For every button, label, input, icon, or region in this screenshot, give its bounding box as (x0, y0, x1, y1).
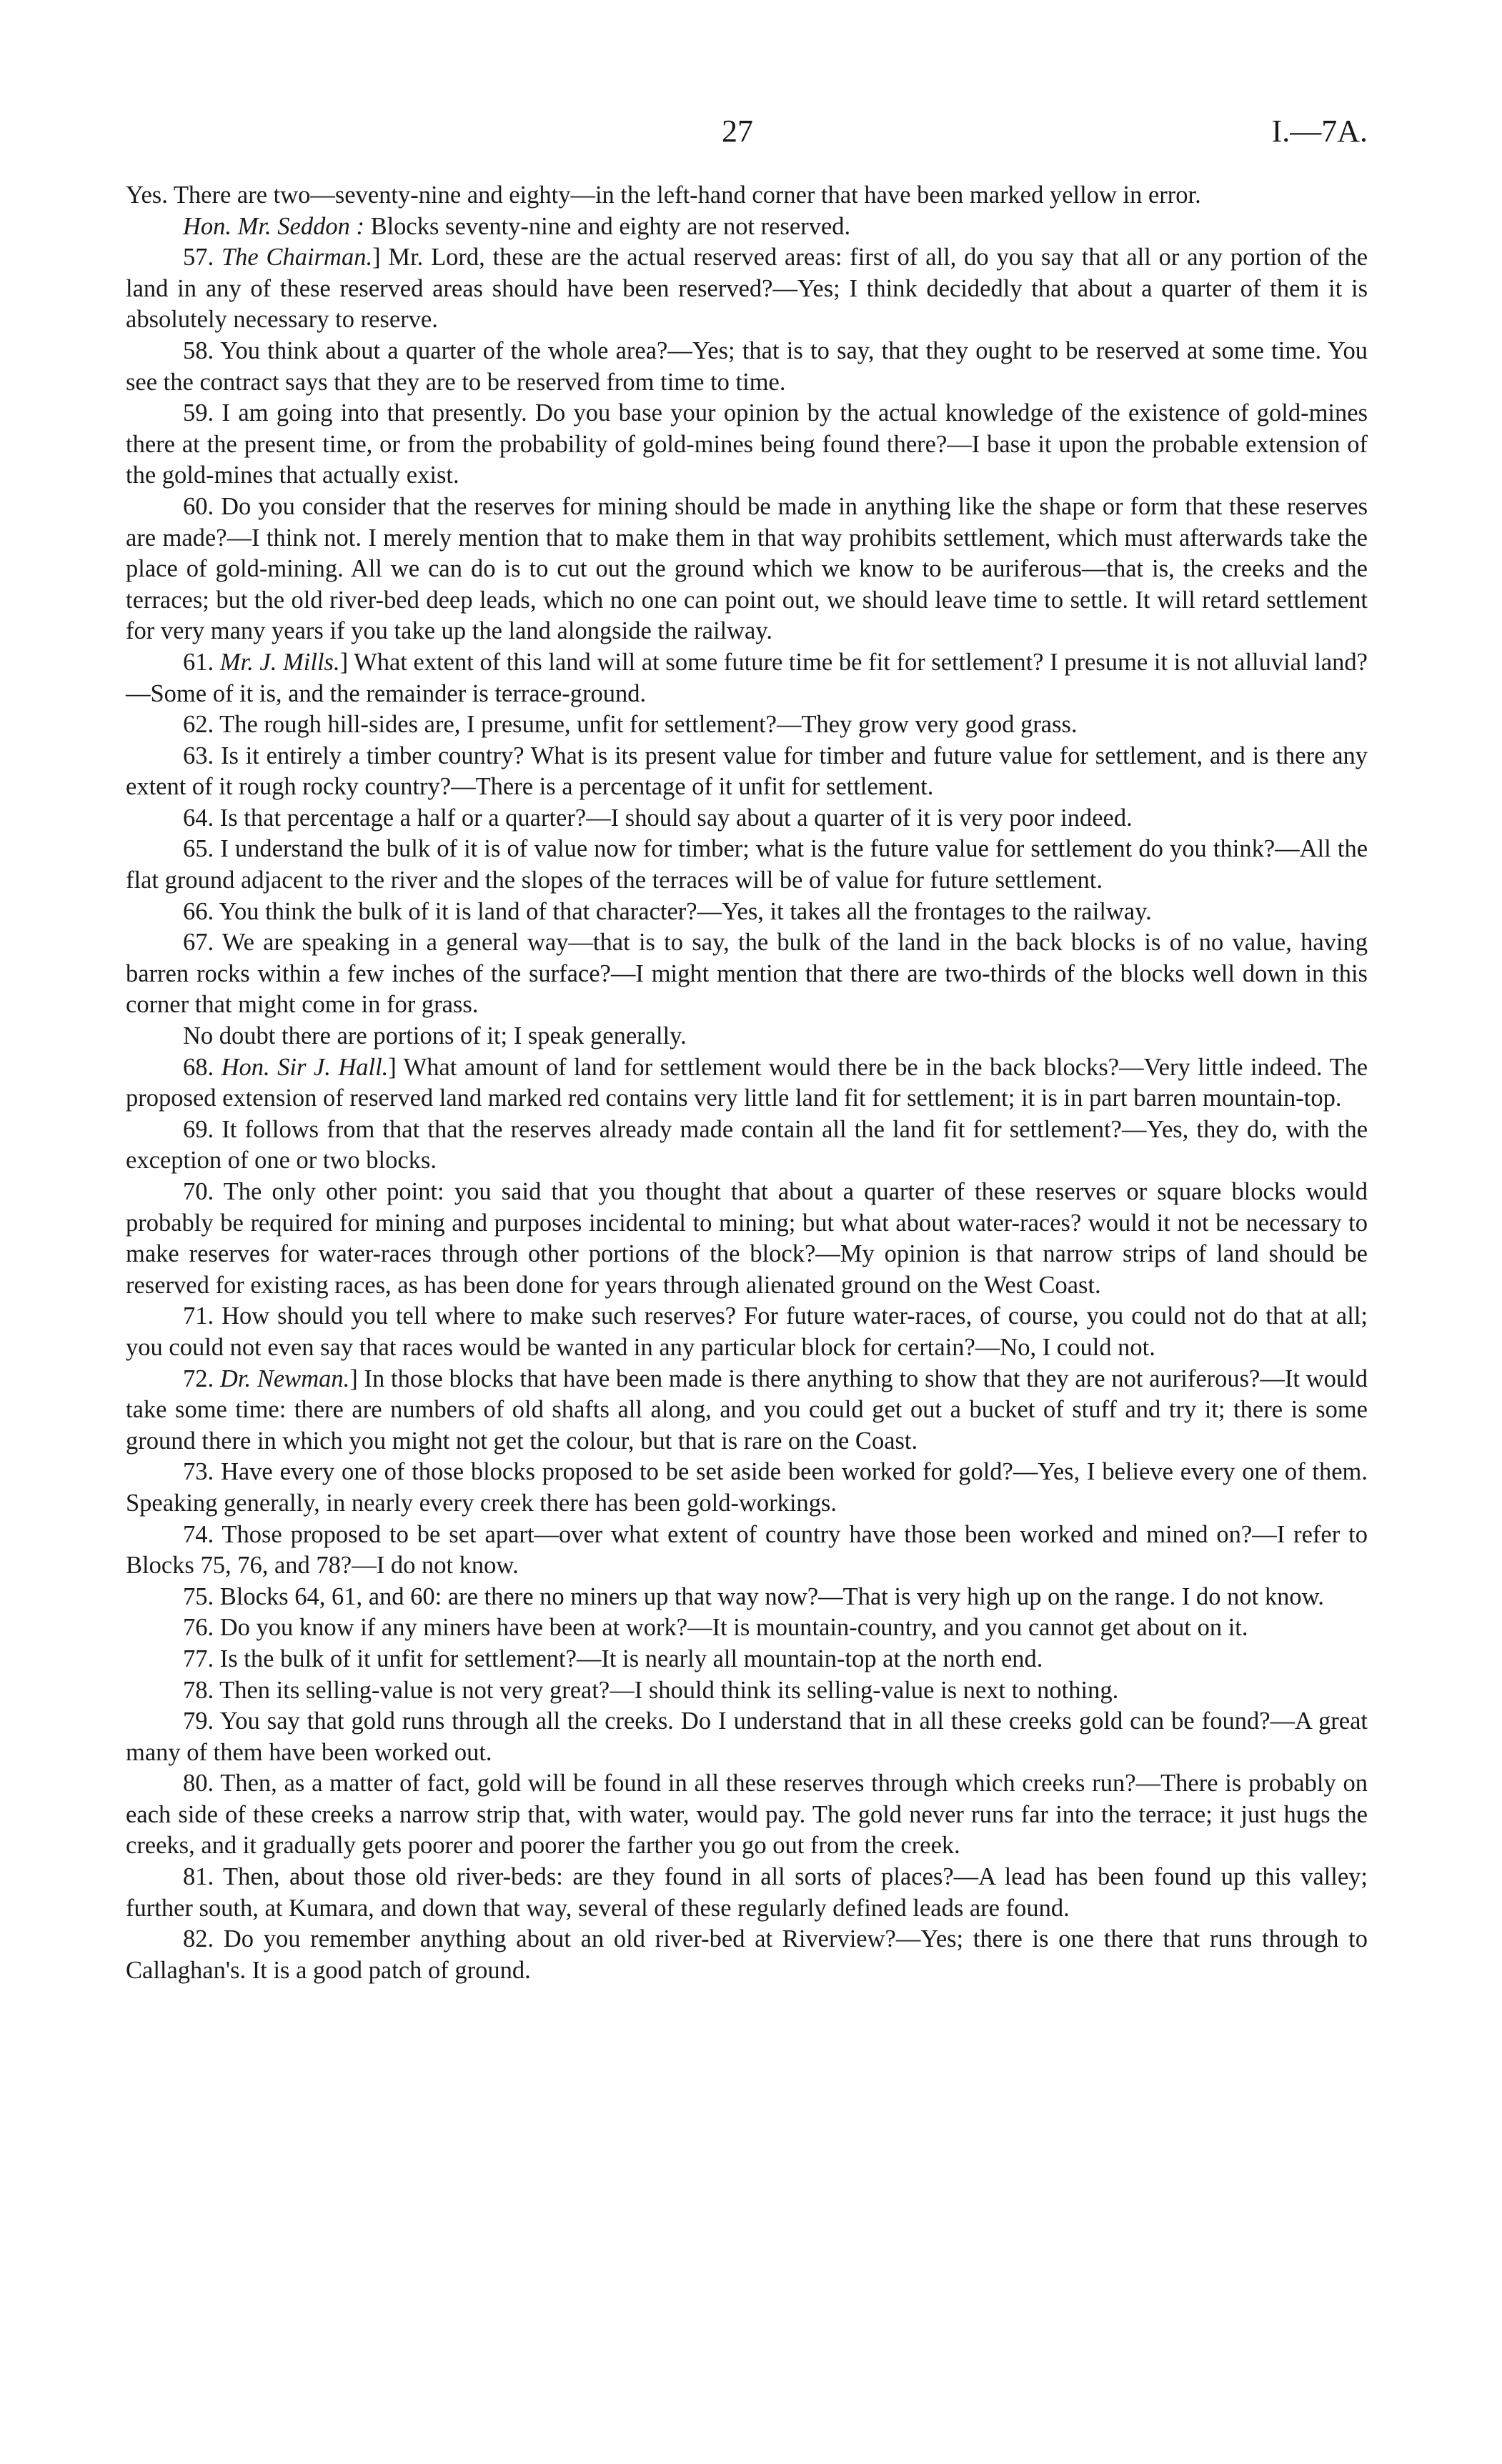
paragraph (126, 1706, 1368, 1768)
question-number: 81. (183, 1863, 224, 1891)
question-number: 79. (183, 1707, 220, 1735)
question-number: 60. (183, 492, 222, 520)
question-number: 73. (183, 1458, 221, 1486)
speaker-name: Dr. Newman. (219, 1365, 350, 1392)
question-number: 75. (183, 1582, 220, 1610)
testimony-body (126, 180, 1368, 1986)
paragraph-text: The only other point: you said that you thought that about a quarter of these reserves or square blocks would probably be required for mining and purposes incidental to mining; but what about water-races? would it not be necessary to make reserves for water-races through other portions of the block?—My opinion is that narrow strips of land should be reserved for existing races, as has been done for years through alienated ground on the West Coast. (126, 1178, 1368, 1299)
paragraph (126, 709, 1368, 741)
question-number: 71. (183, 1302, 222, 1330)
paragraph (126, 1114, 1368, 1177)
paragraph (126, 1582, 1368, 1613)
paragraph (126, 1862, 1368, 1924)
question-number: 58. (183, 336, 221, 364)
paragraph (126, 1924, 1368, 1986)
paragraph-text: Is that percentage a half or a quarter?—I should say about a quarter of it is very poor indeed. (219, 804, 1133, 832)
paragraph (126, 897, 1368, 928)
paragraph (126, 1364, 1368, 1457)
paragraph-text: We are speaking in a general way—that is to say, the bulk of the land in the back blocks is of no value, having barren rocks within a few inches of the surface?—I might mention that there are two-thirds of the blocks well down in this corner that might come in for grass. (126, 929, 1368, 1019)
paragraph (126, 927, 1368, 1021)
paragraph (126, 180, 1368, 211)
paragraph-text: Is it entirely a timber country? What is its present value for timber and future value for settlement, and is there any extent of it rough rocky country?—There is a percentage of it unfit for settlement. (126, 742, 1368, 801)
question-number: 57. (183, 244, 222, 271)
question-number: 76. (183, 1614, 220, 1642)
paragraph (126, 647, 1368, 709)
document-reference: I.—7A. (1271, 114, 1368, 149)
paragraph-text: Then, about those old river-beds: are they found in all sorts of places?—A lead has been found up this valley; further south, at Kumara, and down that way, several of these regularly defined leads are found. (126, 1863, 1368, 1922)
question-number: 63. (183, 742, 221, 769)
question-number: 66. (183, 897, 219, 925)
paragraph (126, 211, 1368, 243)
paragraph-text: Blocks seventy-nine and eighty are not reserved. (364, 212, 851, 240)
paragraph (126, 1301, 1368, 1363)
paragraph-text: Blocks 64, 61, and 60: are there no miners up that way now?—That is very high up on the range. I do not know. (219, 1582, 1324, 1610)
paragraph-text: Have every one of those blocks proposed to be set aside been worked for gold?—Yes, I believe every one of them. Speaking generally, in nearly every creek there has been gold-workings. (126, 1458, 1368, 1517)
paragraph (126, 1675, 1368, 1707)
paragraph (126, 1052, 1368, 1114)
paragraph (126, 741, 1368, 803)
paragraph-text: ] Mr. Lord, these are the actual reserved areas: first of all, do you say that all or any portion of the land in any of these reserved areas should have been reserved?—Yes; I think decidedly that about a quarter of them it is absolutely necessary to reserve. (126, 244, 1368, 334)
question-number: 78. (183, 1676, 220, 1704)
paragraph (126, 1177, 1368, 1301)
paragraph (126, 242, 1368, 336)
paragraph-text: ] In those blocks that have been made is there anything to show that they are not auriferous?—It would take some time: there are numbers of old shafts all along, and you could get out a bucket of stuff and try it; there is some ground there in which you might not get the colour, but that is rare on the Coast. (126, 1365, 1368, 1455)
paragraph (126, 1457, 1368, 1519)
speaker-name: Mr. J. Mills. (219, 648, 340, 676)
question-number: 82. (183, 1925, 224, 1953)
paragraph-text: You think about a quarter of the whole area?—Yes; that is to say, that they ought to be reserved at some time. You see the contract says that they are to be reserved from time to time. (126, 336, 1368, 396)
paragraph-text: No doubt there are portions of it; I speak generally. (183, 1022, 687, 1050)
paragraph (126, 1612, 1368, 1644)
paragraph-text: Is the bulk of it unfit for settlement?—It is nearly all mountain-top at the north end. (219, 1645, 1043, 1672)
paragraph-text: I understand the bulk of it is of value now for timber; what is the future value for settlement do you think?—All the flat ground adjacent to the river and the slopes of the terraces will be of value for future settlement. (126, 835, 1368, 894)
paragraph (126, 1021, 1368, 1052)
question-number: 77. (183, 1645, 220, 1672)
page-header (0, 113, 1502, 156)
question-number: 65. (183, 835, 221, 863)
question-number: 59. (183, 399, 222, 427)
paragraph-text: You think the bulk of it is land of that character?—Yes, it takes all the frontages to the railway. (219, 897, 1152, 925)
page-number: 27 (722, 114, 753, 149)
paragraph-text: Do you remember anything about an old river-bed at Riverview?—Yes; there is one there that runs through to Callaghan's. It is a good patch of ground. (126, 1925, 1368, 1984)
paragraph-text: You say that gold runs through all the creeks. Do I understand that in all these creeks gold can be found?—A great many of them have been worked out. (126, 1707, 1368, 1766)
paragraph-text: Do you consider that the reserves for mining should be made in anything like the shape or form that these reserves are made?—I think not. I merely mention that to make them in that way prohibits settlement, which must afterwards take the place of gold-mining. All we can do is to cut out the ground which we know to be auriferous—that is, the creeks and the terraces; but the old river-bed deep leads, which no one can point out, we should leave time to settle. It will retard settlement for very many years if you take up the land alongside the railway. (126, 492, 1368, 645)
paragraph (126, 336, 1368, 398)
question-number: 74. (183, 1520, 222, 1548)
paragraph-text: The rough hill-sides are, I presume, unfit for settlement?—They grow very good grass. (219, 711, 1078, 739)
question-number: 80. (183, 1770, 221, 1797)
paragraph-text: Then its selling-value is not very great?—I should think its selling-value is next to nothing. (219, 1676, 1119, 1704)
paragraph (126, 1644, 1368, 1675)
paragraph (126, 1520, 1368, 1582)
paragraph-text: ] What extent of this land will at some future time be fit for settlement? I presume it is not alluvial land?—Some of it is, and the remainder is terrace-ground. (126, 648, 1368, 707)
question-number: 61. (183, 648, 220, 676)
paragraph-text: I am going into that presently. Do you base your opinion by the actual knowledge of the existence of gold-mines there at the present time, or from the probability of gold-mines being found there?—I base it upon the probable extension of the gold-mines that actually exist. (126, 399, 1368, 489)
paragraph (126, 834, 1368, 896)
question-number: 69. (183, 1115, 222, 1143)
question-number: 67. (183, 929, 222, 957)
speaker-name: Hon. Sir J. Hall. (221, 1053, 389, 1081)
paragraph (126, 1768, 1368, 1862)
paragraph-text: It follows from that that the reserves already made contain all the land fit for settlement?—Yes, they do, with the exception of one or two blocks. (126, 1115, 1368, 1174)
question-number: 62. (183, 711, 220, 739)
question-number: 70. (183, 1178, 224, 1205)
paragraph-text: Then, as a matter of fact, gold will be found in all these reserves through which creeks run?—There is probably on each side of these creeks a narrow strip that, with water, would pay. The gold never runs far into the terrace; it just hugs the creeks, and it gradually gets poorer and poorer the farther you go out from the creek. (126, 1770, 1368, 1860)
question-number: 68. (183, 1053, 222, 1081)
paragraph (126, 803, 1368, 834)
paragraph (126, 398, 1368, 492)
paragraph-text: Do you know if any miners have been at work?—It is mountain-country, and you cannot get about on it. (219, 1614, 1248, 1642)
question-number: 72. (183, 1365, 220, 1392)
paragraph-text: Yes. There are two—seventy-nine and eighty—in the left-hand corner that have been marked yellow in error. (126, 181, 1201, 209)
paragraph-text: How should you tell where to make such reserves? For future water-races, of course, you could not do that at all; you could not even say that races would be wanted in any particular block for certain?—No, I could not. (126, 1302, 1368, 1361)
speaker-name: Hon. Mr. Seddon : (183, 212, 364, 240)
question-number: 64. (183, 804, 220, 832)
paragraph-text: Those proposed to be set apart—over what extent of country have those been worked and mined on?—I refer to Blocks 75, 76, and 78?—I do not know. (126, 1520, 1368, 1580)
paragraph (126, 492, 1368, 647)
paragraph-text: ] What amount of land for settlement would there be in the back blocks?—Very little indeed. The proposed extension of reserved land marked red contains very little land fit for settlement; it is in part barren mountain-top. (126, 1053, 1368, 1112)
speaker-name: The Chairman. (221, 244, 373, 271)
